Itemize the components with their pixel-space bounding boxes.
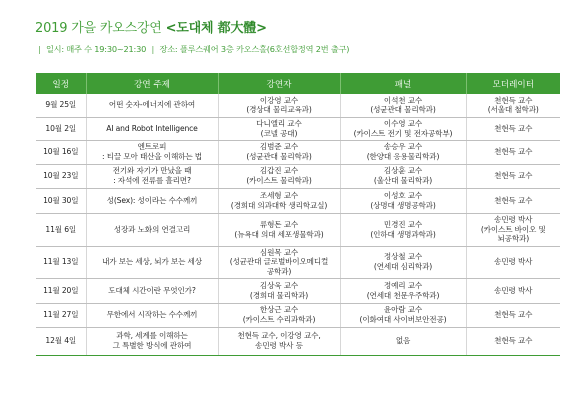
moderator-cell-line: 천현득 교수 [494, 171, 533, 181]
panel-cell [340, 246, 466, 278]
panel-cell-line: 김상훈 교수 [383, 166, 423, 176]
speaker-cell [218, 327, 340, 355]
speaker-cell-line: 김갑진 교수 [259, 166, 299, 176]
panel-cell-line: (성균관대 물리학과) [370, 105, 436, 115]
panel-cell [340, 327, 466, 355]
column-header-date: 일정 [36, 73, 86, 94]
page-title [35, 17, 267, 36]
panel-cell [340, 278, 466, 303]
table-row [36, 94, 560, 117]
topic-cell [86, 164, 218, 188]
speaker-cell-line: (코넬 공대) [260, 128, 298, 138]
panel-cell-line: (이화여대 사이버보안전공) [359, 315, 447, 324]
panel-cell-line: (연세대 천문우주학과) [366, 290, 440, 300]
panel-cell-line: 이성호 교수 [383, 190, 423, 200]
moderator-cell-line: 천현득 교수 [494, 95, 533, 105]
topic-cell-line: 엔트로피 [137, 142, 167, 152]
topic-cell-line: 무한에서 시작하는 수수께끼 [106, 310, 198, 320]
date-cell: 10월 2일 [36, 117, 86, 140]
speaker-cell [218, 213, 340, 246]
moderator-cell [466, 188, 560, 213]
topic-cell [86, 188, 218, 213]
topic-cell-line: : 티끌 모아 태산을 이해하는 법 [102, 152, 202, 161]
topic-cell [86, 117, 218, 140]
speaker-cell-line: 공학과) [266, 266, 292, 276]
speaker-cell [218, 246, 340, 278]
moderator-cell [466, 213, 560, 246]
panel-cell [340, 140, 466, 164]
table-row [36, 303, 560, 327]
speaker-cell-line: 송민령 박사 등 [255, 341, 303, 350]
schedule-table [36, 73, 560, 356]
table-row [36, 117, 560, 140]
column-header-topic: 강연 주제 [86, 73, 218, 94]
column-header-moderator: 모더레이터 [466, 73, 560, 94]
topic-cell-line: 전기와 자기가 만났을 때 [112, 166, 192, 176]
speaker-cell-line: (뉴욕대 의대 세포생물학과) [234, 229, 324, 239]
table-row [36, 213, 560, 246]
moderator-cell-line: 송민령 박사 [494, 215, 533, 225]
date-cell: 11월 20일 [36, 278, 86, 303]
speaker-cell [218, 140, 340, 164]
column-header-panel: 패널 [340, 73, 466, 94]
moderator-cell-line: 천현득 교수 [494, 123, 533, 133]
speaker-cell [218, 94, 340, 117]
speaker-cell [218, 188, 340, 213]
moderator-cell [466, 164, 560, 188]
moderator-cell [466, 278, 560, 303]
panel-cell-line: 윤아람 교수 [383, 305, 423, 315]
moderator-cell [466, 327, 560, 355]
moderator-cell [466, 303, 560, 327]
topic-cell-line: 내가 보는 세상, 뇌가 보는 세상 [102, 257, 202, 267]
panel-cell-line: (한양대 응용물리학과) [366, 152, 440, 161]
topic-cell-line: 어떤 숫자-에너지에 관하여 [108, 100, 196, 110]
moderator-cell [466, 246, 560, 278]
date-cell: 11월 13일 [36, 246, 86, 278]
panel-cell-line: 이석천 교수 [383, 95, 423, 105]
panel-cell-line: 없음 [395, 336, 411, 346]
event-info [35, 44, 349, 55]
topic-cell-line: AI and Robot Intelligence [106, 123, 198, 133]
moderator-cell-line: (서울대 철학과) [487, 105, 539, 115]
moderator-cell-line: (카이스트 바이오 및 [480, 224, 546, 234]
moderator-cell-line: 뇌공학과) [497, 234, 530, 244]
topic-cell-line: : 자석에 전류를 흘리면? [113, 176, 191, 185]
table-row [36, 164, 560, 188]
info-separator: | [38, 44, 41, 54]
moderator-cell-line: 송민령 박사 [494, 257, 533, 267]
panel-cell [340, 164, 466, 188]
speaker-cell-line: 천현득 교수, 이강영 교수, [237, 331, 321, 341]
speaker-cell-line: 심원목 교수 [259, 247, 299, 257]
speaker-cell-line: (경희대 물리학과) [249, 290, 309, 300]
speaker-cell-line: 이강영 교수 [259, 95, 299, 105]
speaker-cell-line: 조세형 교수 [259, 190, 299, 200]
topic-cell [86, 303, 218, 327]
panel-cell-line: 정상철 교수 [383, 252, 423, 262]
date-cell: 11월 6일 [36, 213, 86, 246]
panel-cell-line: (상명대 생명공학과) [370, 200, 436, 210]
panel-cell-line: 정예리 교수 [383, 280, 423, 290]
moderator-cell [466, 140, 560, 164]
table-row [36, 140, 560, 164]
topic-cell-line: 그 특별한 방식에 관하여 [112, 341, 192, 350]
speaker-cell-line: (성균관대 글로벌바이오메디컬 [229, 257, 329, 267]
table-row [36, 188, 560, 213]
topic-cell [86, 94, 218, 117]
speaker-cell [218, 278, 340, 303]
speaker-cell-line: (경상대 물리교육과) [246, 105, 312, 115]
speaker-cell-line: 다니엘리 교수 [256, 118, 302, 128]
page-title-main: 2019 가을 카오스강연 [35, 21, 162, 36]
panel-cell-line: (연세대 심리학과) [373, 262, 433, 271]
event-place: 장소: 플루스퀘어 3층 카오스홀(6호선합정역 2번 출구) [159, 44, 350, 54]
date-cell: 10월 16일 [36, 140, 86, 164]
panel-cell [340, 188, 466, 213]
speaker-cell-line: (카이스트 물리학과) [246, 176, 312, 185]
table-header-row [36, 73, 560, 94]
speaker-cell [218, 303, 340, 327]
speaker-cell-line: (경희대 의과대학 생리학교실) [230, 200, 328, 210]
moderator-cell-line: 송민령 박사 [494, 285, 533, 295]
panel-cell-line: (인하대 생명과학과) [370, 229, 436, 239]
schedule-body [36, 94, 560, 355]
date-cell: 11월 27일 [36, 303, 86, 327]
table-row [36, 278, 560, 303]
topic-cell [86, 213, 218, 246]
date-cell: 10월 30일 [36, 188, 86, 213]
speaker-cell-line: (성균관대 물리학과) [246, 152, 312, 161]
topic-cell [86, 327, 218, 355]
event-time: 일시: 매주 수 19:30~21:30 [45, 44, 147, 54]
panel-cell-line: 송승우 교수 [383, 142, 423, 152]
panel-cell-line: 이수영 교수 [383, 118, 423, 128]
moderator-cell-line: 천현득 교수 [494, 310, 533, 320]
date-cell: 12월 4일 [36, 327, 86, 355]
page-title-subtitle: <도대체 都大體> [165, 21, 267, 36]
speaker-cell-line: 김범준 교수 [259, 142, 299, 152]
speaker-cell-line: 한상근 교수 [259, 305, 299, 315]
moderator-cell-line: 천현득 교수 [494, 336, 533, 346]
column-header-speaker: 강연자 [218, 73, 340, 94]
topic-cell-line: 과학, 세계를 이해하는 [116, 331, 188, 341]
date-cell: 10월 23일 [36, 164, 86, 188]
moderator-cell [466, 117, 560, 140]
panel-cell-line: 민경진 교수 [383, 219, 423, 229]
panel-cell-line: (울산대 물리학과) [373, 176, 433, 185]
topic-cell [86, 246, 218, 278]
moderator-cell-line: 천현득 교수 [494, 147, 533, 157]
panel-cell [340, 213, 466, 246]
panel-cell-line: (카이스트 전기 및 전자공학부) [353, 128, 453, 138]
panel-cell [340, 303, 466, 327]
speaker-cell-line: (카이스트 수리과학과) [242, 315, 316, 324]
topic-cell-line: 성장과 노화의 연결고리 [113, 224, 191, 234]
speaker-cell [218, 117, 340, 140]
topic-cell [86, 278, 218, 303]
moderator-cell [466, 94, 560, 117]
table-row [36, 327, 560, 355]
panel-cell [340, 94, 466, 117]
topic-cell-line: 성(Sex): 성이라는 수수께끼 [106, 195, 198, 205]
speaker-cell [218, 164, 340, 188]
moderator-cell-line: 천현득 교수 [494, 195, 533, 205]
speaker-cell-line: 김상욱 교수 [259, 280, 299, 290]
topic-cell [86, 140, 218, 164]
table-row [36, 246, 560, 278]
panel-cell [340, 117, 466, 140]
speaker-cell-line: 류형돈 교수 [259, 219, 299, 229]
topic-cell-line: 도대체 시간이란 무엇인가? [108, 285, 196, 295]
info-separator: | [151, 44, 155, 54]
date-cell: 9월 25일 [36, 94, 86, 117]
